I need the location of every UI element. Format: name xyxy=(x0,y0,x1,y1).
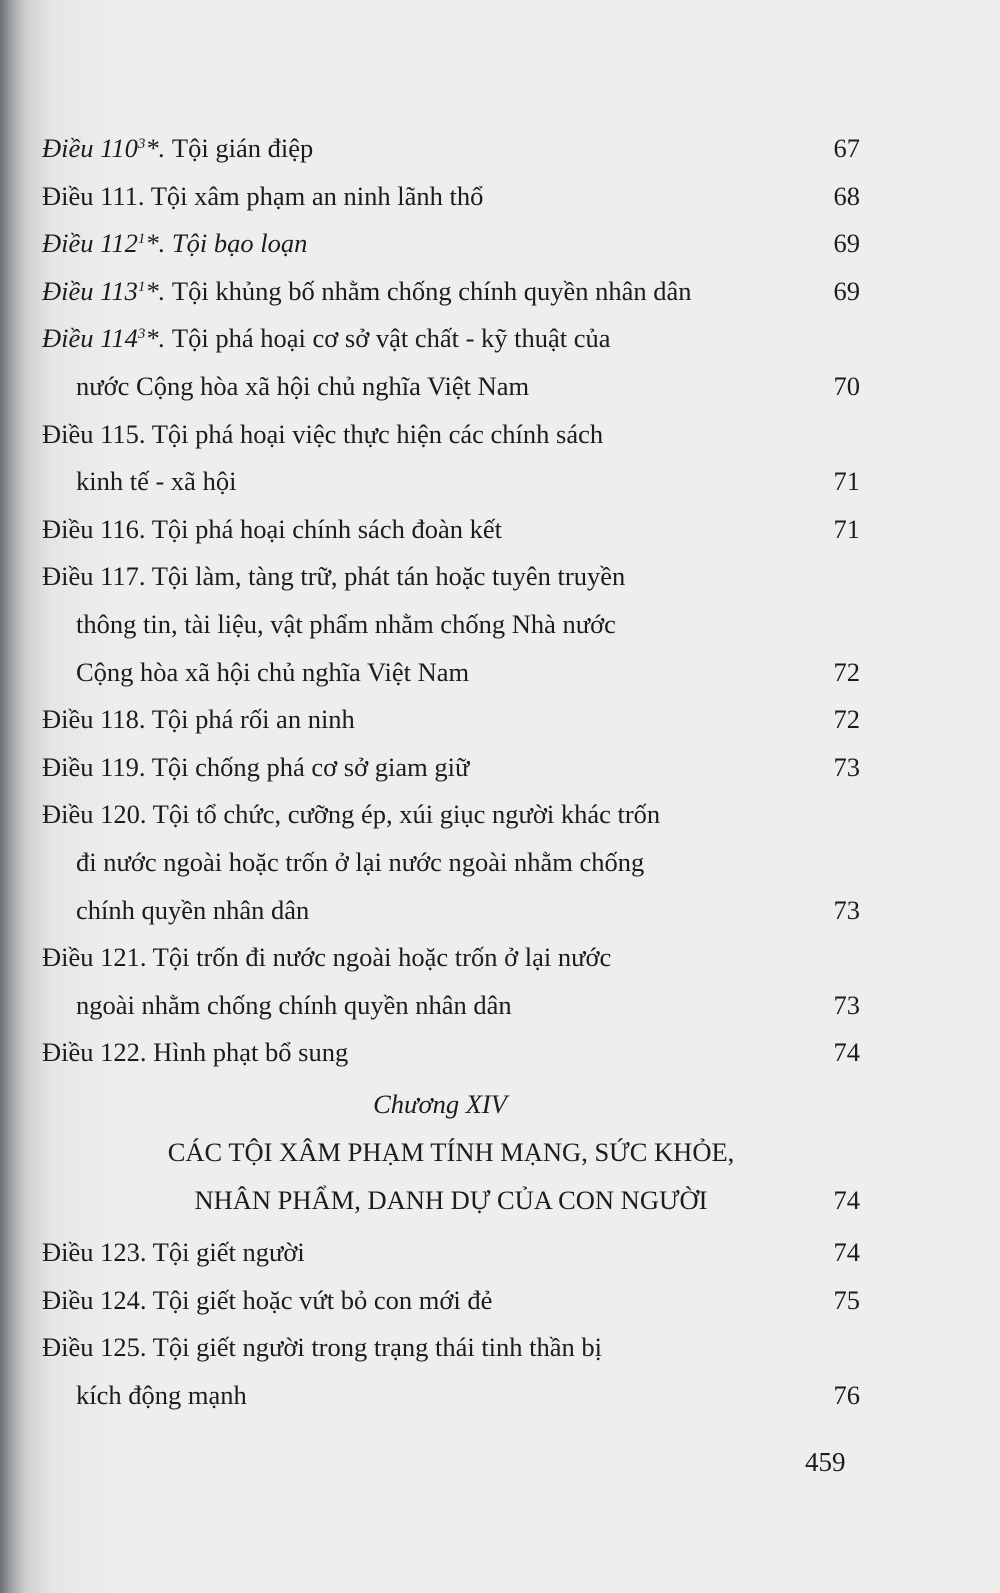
toc-entry-line xyxy=(42,838,860,886)
toc-entry xyxy=(42,933,860,1028)
article-title: Tội phá hoại chính sách đoàn kết xyxy=(151,513,502,544)
toc-entry-line xyxy=(42,981,860,1029)
toc-entry-line xyxy=(42,362,860,410)
article-title: đi nước ngoài hoặc trốn ở lại nước ngoài nhằm chống xyxy=(76,846,645,877)
toc-entry xyxy=(42,1323,860,1418)
toc-page-number: 71 xyxy=(833,513,860,544)
toc-entry xyxy=(42,314,860,409)
article-superscript: 3 xyxy=(137,136,146,152)
chapter-title-line-2: NHÂN PHẨM, DANH DỰ CỦA CON NGƯỜI xyxy=(194,1185,708,1215)
toc-entry-line xyxy=(42,1028,860,1076)
article-label: Điều 122. xyxy=(42,1037,154,1068)
article-label: Điều 115. xyxy=(42,418,152,449)
article-title: Tội phá hoại cơ sở vật chất - kỹ thuật của xyxy=(171,323,611,354)
article-superscript: 1 xyxy=(137,278,146,295)
toc-entry xyxy=(42,743,860,791)
toc-page-number: 69 xyxy=(833,228,860,259)
article-title: Tội giết người xyxy=(152,1237,305,1267)
toc-page-number: 73 xyxy=(833,751,860,782)
toc-page-number: 73 xyxy=(833,894,860,925)
article-title: nước Cộng hòa xã hội chủ nghĩa Việt Nam xyxy=(76,370,530,401)
article-title: chính quyền nhân dân xyxy=(76,894,310,925)
toc-entry-line xyxy=(42,1276,860,1324)
article-label: Điều 117. xyxy=(42,561,152,592)
article-title: Tội làm, tàng trữ, phát tán hoặc tuyên truyền xyxy=(151,561,626,592)
article-title: Tội phá hoại việc thực hiện các chính sách xyxy=(151,418,604,449)
article-label: Điều $110^3*$. xyxy=(42,133,172,163)
toc-entry-line xyxy=(42,600,860,648)
toc-entry xyxy=(42,695,860,743)
toc-entry-line xyxy=(42,124,860,172)
toc-entry xyxy=(42,790,860,933)
toc-entry-line xyxy=(42,1228,860,1276)
article-title: kích động mạnh xyxy=(76,1379,247,1410)
toc-entry-line xyxy=(42,933,860,981)
toc-entry xyxy=(42,410,860,505)
toc-entry-line xyxy=(42,457,860,505)
article-title: Tội giết hoặc vứt bỏ con mới đẻ xyxy=(152,1284,493,1315)
toc-entry-line xyxy=(42,267,860,315)
chapter-page-number: 74 xyxy=(833,1185,860,1215)
article-label: Điều 119. xyxy=(42,751,152,782)
toc-entry-line xyxy=(42,695,860,743)
article-label: Điều 118. xyxy=(42,704,152,735)
article-title: Tội tổ chức, cưỡng ép, xúi giục người khác trốn xyxy=(152,799,661,830)
toc-entry-line xyxy=(42,552,860,600)
toc-entry-line xyxy=(42,886,860,934)
article-title: Cộng hòa xã hội chủ nghĩa Việt Nam xyxy=(76,656,470,687)
toc-entry-line xyxy=(42,790,860,838)
toc-page-number: 74 xyxy=(833,1237,860,1267)
article-title: Hình phạt bổ sung xyxy=(153,1037,349,1068)
toc-entry xyxy=(42,267,860,315)
toc-entry xyxy=(42,1276,860,1324)
toc-entry xyxy=(42,552,860,695)
article-title: Tội giết người trong trạng thái tinh thần bị xyxy=(152,1332,603,1363)
article-title: Tội gián điệp xyxy=(171,133,314,163)
toc-entry-line xyxy=(42,505,860,553)
article-title: Tội chống phá cơ sở giam giữ xyxy=(151,751,470,782)
toc-page-number: 76 xyxy=(833,1379,860,1410)
article-label: Điều 124. xyxy=(42,1284,153,1315)
article-title: Tội xâm phạm an ninh lãnh thổ xyxy=(150,180,484,211)
article-superscript: 3 xyxy=(137,326,146,343)
toc-entry-line xyxy=(42,743,860,791)
chapter-title-line-1: CÁC TỘI XÂM PHẠM TÍNH MẠNG, SỨC KHỎE, xyxy=(167,1137,735,1167)
toc-entry-line xyxy=(42,219,860,267)
article-label: Điều 123. xyxy=(42,1237,153,1267)
article-title: Tội khủng bố nhằm chống chính quyền nhân dân xyxy=(171,275,692,306)
article-superscript: 1 xyxy=(137,231,146,248)
chapter-label: Chương XIV xyxy=(373,1089,507,1119)
toc-entry-line xyxy=(42,172,860,220)
toc-page-number: 72 xyxy=(833,656,860,687)
article-label: Điều 125. xyxy=(42,1332,153,1363)
toc-entry-line xyxy=(42,648,860,696)
toc-entry xyxy=(42,1228,860,1276)
toc-entry-line xyxy=(42,410,860,458)
toc-entry-line xyxy=(42,314,860,362)
toc-page-number: 75 xyxy=(833,1284,860,1315)
toc-entry xyxy=(42,505,860,553)
toc-entry-line xyxy=(42,1323,860,1371)
toc-page-number: 72 xyxy=(833,704,860,735)
article-label: Điều 120. xyxy=(42,799,153,830)
toc-entry xyxy=(42,219,860,267)
article-title: kinh tế - xã hội xyxy=(76,466,237,497)
toc-page-number: 70 xyxy=(833,370,860,401)
article-label: Điều $114^3*$. xyxy=(42,323,172,354)
article-label: Điều 111. xyxy=(42,180,151,211)
toc-page-number: 68 xyxy=(833,180,860,211)
toc-page-number: 69 xyxy=(833,275,860,306)
toc-page-number: 71 xyxy=(833,466,860,497)
article-label: Điều 121. xyxy=(42,942,153,973)
toc-entry xyxy=(42,172,860,220)
article-label: Điều $113^1*$. xyxy=(42,275,172,306)
article-title: Tội trốn đi nước ngoài hoặc trốn ở lại nước xyxy=(152,942,612,973)
article-title: Tội bạo loạn xyxy=(171,228,308,259)
toc-entry xyxy=(42,124,860,172)
page-number: 459 xyxy=(805,1447,846,1477)
toc-entry xyxy=(42,1028,860,1076)
article-title: thông tin, tài liệu, vật phẩm nhằm chống Nhà nước xyxy=(76,608,616,639)
article-title: ngoài nhằm chống chính quyền nhân dân xyxy=(76,989,512,1020)
article-label: Điều $112^1*$. xyxy=(42,228,172,259)
toc-page-number: 67 xyxy=(833,133,860,163)
article-label: Điều 116. xyxy=(42,513,152,544)
toc-entry-line xyxy=(42,1371,860,1419)
toc-page-number: 74 xyxy=(833,1037,860,1068)
toc-page-number: 73 xyxy=(833,989,860,1020)
article-title: Tội phá rối an ninh xyxy=(151,704,355,735)
